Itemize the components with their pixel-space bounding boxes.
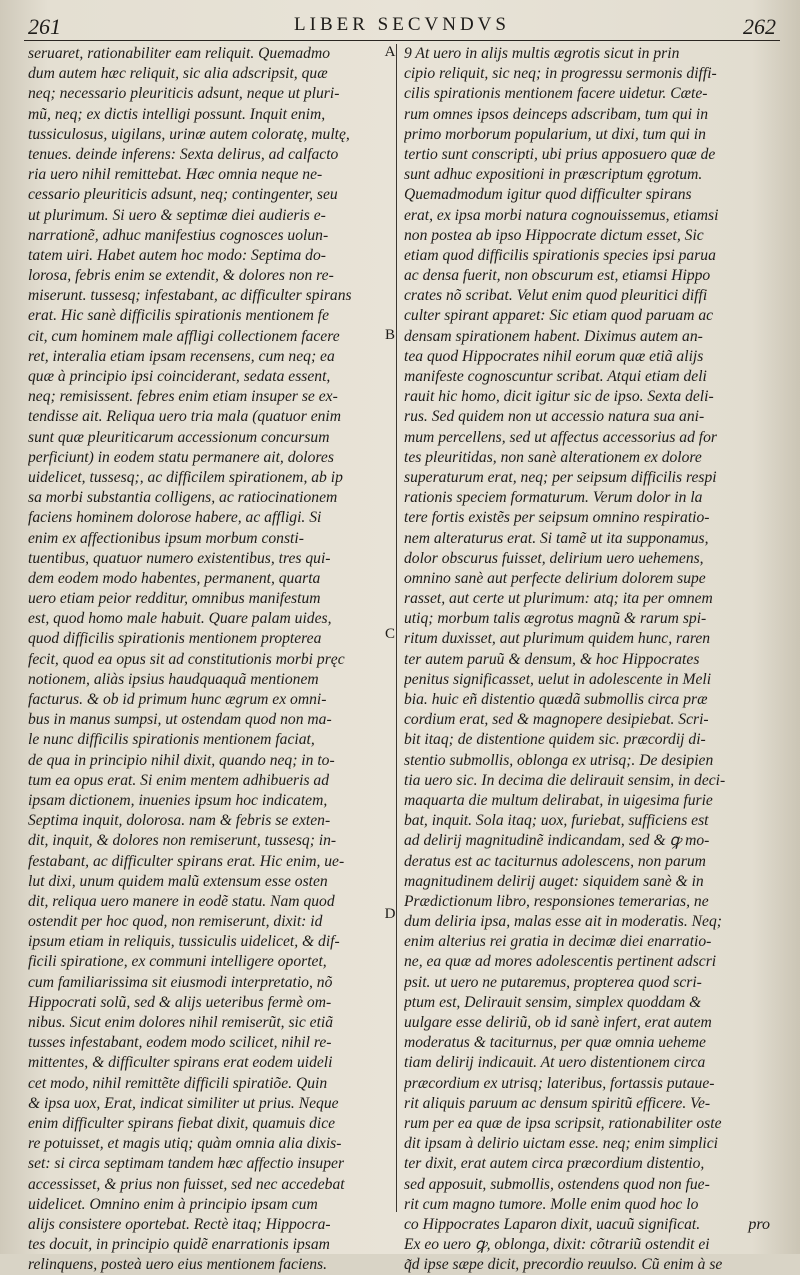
text-line: moderatus & taciturnus, per quæ omnia ueheme xyxy=(404,1034,706,1052)
left-text-column xyxy=(28,44,380,1275)
text-line: rum per ea quæ de ipsa scripsit, rationabiliter oste xyxy=(404,1114,722,1132)
text-line: co Hippocrates Laparon dixit, uacuũ significat. xyxy=(404,1215,701,1233)
text-line: relinquens, posteà uero eius mentionem faciens. xyxy=(28,1256,327,1274)
text-line: sa morbi substantia colligens, ac ratiocinationem xyxy=(28,489,338,507)
text-line: ficili spiratione, ex communi intelligere oportet, xyxy=(28,953,327,971)
header-rule xyxy=(24,40,780,41)
text-line: erat. Hic sanè difficilis spirationis mentionem fe xyxy=(28,307,330,325)
text-line: manifeste cognoscuntur scribat. Atqui etiam deli xyxy=(404,368,707,385)
text-line: le nunc difficilis spirationis mentionem faciat, xyxy=(28,731,315,749)
text-line: Ex eo uero ꝙ, oblonga, dixit: cõtrariũ ostendit ei xyxy=(404,1236,710,1254)
text-line: tuentibus, quatuor numero existentibus, tres qui- xyxy=(28,549,331,567)
text-line: ac densa fuerit, non obscurum est, etiamsi Hippo xyxy=(404,267,711,285)
text-line: de qua in principio nihil dixit, quando neq; in to- xyxy=(28,751,335,769)
text-line: tertio sunt conscripti, ubi prius apposuero quæ de xyxy=(404,145,716,163)
text-line: Prædictionum libro, responsiones temerarias, ne xyxy=(404,892,709,910)
text-line: cipio reliquit, sic neq; in progressu sermonis diffi- xyxy=(404,65,717,83)
text-line: dit, reliqua uero manere in eodẽ statu. Nam quod xyxy=(28,892,335,910)
text-line: bat, inquit. Sola itaq; uox, furiebat, sufficiens est xyxy=(404,812,709,830)
text-line: faciens hominem dolorose habere, ac affligi. Si xyxy=(28,509,322,527)
text-line: ret, interalia etiam ipsam recensens, cum neq; ea xyxy=(28,347,335,365)
text-line: notionem, aliàs ipsius haudquaquã mentionem xyxy=(28,670,319,688)
text-line: superaturum erat, neq; per seipsum difficilis respi xyxy=(404,468,717,486)
text-line: ritum duxisset, aut plurimum quidem hunc, raren xyxy=(404,630,711,648)
text-line: facturus. & ob id primum hunc ægrum ex omni- xyxy=(28,691,327,708)
text-line: Hippocrati solũ, sed & alijs ueteribus fermè om- xyxy=(28,993,332,1011)
text-line: uero etiam peior redditur, omnibus manifestum xyxy=(28,590,321,608)
text-line: tendisse ait. Reliqua uero tria mala (quatuor enim xyxy=(28,408,342,426)
text-line: primo morborum popularium, ut dixi, tum qui in xyxy=(404,125,706,143)
text-line: dum autem hæc reliquit, sic alia adscripsit, quæ xyxy=(28,65,328,83)
text-line: sed apposuit, submollis, ostendens quod non fue- xyxy=(404,1175,710,1193)
text-line: ipsam dictionem, inuenies ipsum hoc indicatem, xyxy=(28,791,328,809)
text-line: sunt adhuc expositioni in præscriptum ęgrotum. xyxy=(404,166,703,184)
text-line: enim ex affectionibus ipsum morbum consti- xyxy=(28,529,304,547)
text-line: cum familiarissima sit eiusmodi interpretatio, nõ xyxy=(28,973,333,991)
text-line: tes pleuritidas, non sanè alterationem ex dolore xyxy=(404,448,702,466)
text-line: mũ, neq; ex dictis intelligi possunt. Inquit enim, xyxy=(28,105,326,123)
text-line: cordium erat, sed & magnopere desipiebat. Scri- xyxy=(404,711,709,729)
text-line: dit, inquit, & dolores non remiserunt, tussesq; in- xyxy=(28,832,337,850)
text-line: narrationẽ, adhuc manifestius cognosces uolun- xyxy=(28,226,329,244)
text-line: festabant, ac difficulter spirans erat. Hic enim, ue- xyxy=(28,852,345,870)
text-line: cessario pleuriticis adsunt, neq; contingenter, seu xyxy=(28,186,338,204)
text-line: q̃d ipse sæpe dicit, precordio reuulso. Cũ enim à se xyxy=(404,1256,723,1274)
text-line: tatem uiri. Habet autem hoc modo: Septima do- xyxy=(28,246,326,264)
right-text-column xyxy=(404,44,782,1275)
text-line: accessisset, & prius non fuisset, sed nec accedebat xyxy=(28,1175,345,1193)
column-divider xyxy=(396,44,397,1212)
text-line: dit ipsam à delirio uictam esse. neq; enim simplici xyxy=(404,1135,718,1153)
text-line: enim alterius rei gratia in decimæ diei enarratio- xyxy=(404,933,712,951)
left-page-number: 261 xyxy=(28,14,61,39)
text-line: sunt quæ pleuriticarum accessionum concursum xyxy=(28,428,330,446)
text-line: re potuisset, et magis utiq; quàm omnia alia dixis- xyxy=(28,1135,342,1153)
text-line: rit cum magno tumore. Molle enim quod hoc lo xyxy=(404,1195,699,1213)
text-line: neq; necessario pleuriticis adsunt, neque ut pluri- xyxy=(28,85,340,103)
text-line: mum percellens, sed ut affectus accessorius ad for xyxy=(404,428,717,446)
text-line: 9 At uero in alijs multis ægrotis sicut in prin xyxy=(404,45,680,62)
text-line: psit. ut uero ne putaremus, propterea quod scri- xyxy=(404,973,702,991)
text-line: perficiunt) in eodem statu permanere ait, dolores xyxy=(28,448,334,466)
text-line: tea quod Hippocrates nihil eorum quæ etiã alijs xyxy=(404,347,704,365)
text-line: tum ea opus erat. Si enim mentem adhibueris ad xyxy=(28,771,330,789)
text-line: deratus est ac taciturnus adolescens, non parum xyxy=(404,852,706,870)
text-line: densam spirationem habent. Diximus autem an- xyxy=(404,327,703,345)
text-line: dem eodem modo habentes, permanent, quarta xyxy=(28,569,321,587)
text-line: set: si circa septimam tandem hæc affectio insuper xyxy=(28,1155,345,1173)
text-line: bit itaq; de distentione quidem sic. præcordij di- xyxy=(404,731,706,749)
text-line: bus in manus sumpsi, ut ostendam quod non ma- xyxy=(28,711,332,729)
text-line: uidelicet, tussesq;, ac difficilem spirationem, ab ip xyxy=(28,468,343,486)
text-line: omnino sanè aut perfecte delirium dolorem supe xyxy=(404,569,706,587)
text-line: tia uero sic. In decima die delirauit sensim, in deci- xyxy=(404,771,726,789)
text-line: ipsum etiam in reliquis, tussiculis uidelicet, & dif- xyxy=(28,933,340,951)
text-line: miserunt. tussesq; infestabant, ac difficulter spirans xyxy=(28,287,352,305)
page-header xyxy=(22,14,782,42)
text-line: tere fortis existẽs per seipsum omnino respiratio- xyxy=(404,509,710,527)
right-page-number: 262 xyxy=(743,14,776,39)
text-line: Septima inquit, dolorosa. nam & febris se exten- xyxy=(28,812,331,830)
text-line: utiq; morbum talis ægrotus magnũ & rarum spi- xyxy=(404,610,707,628)
text-line: rauit hic homo, dicit igitur sic de ipso. Sexta deli- xyxy=(404,388,714,406)
text-line: uidelicet. Omnino enim à principio ipsam cum xyxy=(28,1195,318,1213)
text-line: est, quod homo male habuit. Quare palam uides, xyxy=(28,610,332,628)
text-line: cet modo, nihil remittẽte difficili spiratiõe. Quin xyxy=(28,1074,328,1092)
text-line: bia. huic eñ distentio quædã submollis circa præ xyxy=(404,691,708,708)
text-line: nem alteraturus erat. Si tamẽ ut ita supponamus, xyxy=(404,529,709,547)
text-line: etiam quod difficilis spirationis species ipsi parua xyxy=(404,246,716,264)
text-line: rus. Sed quidem non ut accessio natura sua ani- xyxy=(404,408,705,426)
text-line: stentio submollis, oblonga ex utrisq;. De desipien xyxy=(404,751,714,769)
text-line: enim difficulter spirans fiebat dixit, quamuis dice xyxy=(28,1114,336,1132)
margin-marker-b: B xyxy=(384,327,395,343)
text-line: quæ à principio ipsi coinciderant, sedata essent, xyxy=(28,368,331,385)
text-line: quod difficilis spirationis mentionem propterea xyxy=(28,630,322,648)
text-line: uulgare esse deliriũ, ob id sanè infert, erat autem xyxy=(404,1014,712,1031)
text-line: ostendit per hoc quod, non remiserunt, dixit: id xyxy=(28,913,323,931)
text-line: tusses infestabant, eodem modo scilicet, nihil re- xyxy=(28,1034,332,1052)
margin-marker-d: D xyxy=(384,906,396,922)
text-line: mittentes, & difficulter spirans erat eodem uideli xyxy=(28,1054,333,1072)
text-line: lut dixi, unum quidem malũ extensum esse osten xyxy=(28,872,328,890)
text-line: tiam delirij indicauit. At uero distentionem circa xyxy=(404,1054,706,1072)
text-line: seruaret, rationabiliter eam reliquit. Quemadmo xyxy=(28,45,331,62)
text-line: & ipsa uox, Erat, indicat similiter ut prius. Neque xyxy=(28,1094,339,1112)
text-line: ad delirij magnitudinẽ indicandam, sed & ꝙ mo- xyxy=(404,832,710,850)
text-line: culter spirant apparet: Sic etiam quod paruam ac xyxy=(404,307,714,325)
text-line: rationis speciem formaturum. Verum dolor in la xyxy=(404,489,703,507)
text-line: lorosa, febris enim se extendit, & dolores non re- xyxy=(28,267,334,285)
text-line: nibus. Sicut enim dolores nihil remiserũt, sic etiã xyxy=(28,1014,334,1031)
text-line: ria uero nihil remittebat. Hæc omnia neque ne- xyxy=(28,166,323,184)
text-line: alijs consistere oportebat. Rectè itaq; Hippocra- xyxy=(28,1215,331,1233)
text-line: ter autem paruũ & densum, & hoc Hippocrates xyxy=(404,650,700,668)
text-line: maquarta die multum delirabat, in uigesima furie xyxy=(404,791,713,809)
text-line: magnitudinem delirij auget: siquidem sanè & in xyxy=(404,872,704,890)
text-line: erat, ex ipsa morbi natura cognouissemus, etiamsi xyxy=(404,206,719,224)
text-line: Quemadmodum igitur quod difficulter spirans xyxy=(404,186,692,204)
text-line: tussiculosus, uigilans, urinæ autem coloratę, multę, xyxy=(28,125,350,143)
text-line: neq; remisissent. febres enim etiam insuper se ex- xyxy=(28,388,338,406)
text-line: dum deliria ipsa, malas esse ait in moderatis. Neq; xyxy=(404,913,722,931)
margin-marker-a: A xyxy=(384,44,396,60)
text-line: cilis spirationis mentionem facere uidetur. Cæte- xyxy=(404,85,708,103)
catchword: pro xyxy=(748,1216,770,1233)
text-line: ne, ea quæ ad mores adolescentis pertinent adscri xyxy=(404,953,717,971)
text-line: tenues. deinde inferens: Sexta delirus, ad calfacto xyxy=(28,145,339,163)
text-line: præcordium ex utrisq; lateribus, fortassis putaue- xyxy=(404,1074,715,1092)
text-line: fecit, quod ea opus sit ad constitutionis morbi pręc xyxy=(28,650,345,668)
running-head: LIBER SECVNDVS xyxy=(294,14,510,35)
text-line: ut plurimum. Si uero & septimæ diei audieris e- xyxy=(28,206,326,224)
margin-marker-c: C xyxy=(384,626,395,642)
text-line: rit aliquis paruum ac densum spiritũ efficere. Ve- xyxy=(404,1094,711,1112)
text-line: penitus significasset, uelut in adolescente in Meli xyxy=(404,670,712,688)
text-line: tes docuit, in principio quidẽ enarrationis ipsam xyxy=(28,1236,330,1254)
text-line: cit, cum hominem male affligi collectionem facere xyxy=(28,327,340,345)
text-line: crates nõ scribat. Velut enim quod pleuritici diffi xyxy=(404,287,708,305)
text-line: ter dixit, erat autem circa præcordium distentio, xyxy=(404,1155,705,1173)
text-line: dolor obscurus fuisset, delirium uero uehemens, xyxy=(404,549,704,567)
text-line: ptum est, Delirauit sensim, simplex quoddam & xyxy=(404,993,702,1011)
text-line: rum omnes ipsos deinceps adscribam, tum qui in xyxy=(404,105,709,123)
text-line: non postea ab ipso Hippocrate dictum esset, Sic xyxy=(404,226,704,244)
text-line: rasset, aut certe ut plurimum: atq; ita per omnem xyxy=(404,590,713,608)
